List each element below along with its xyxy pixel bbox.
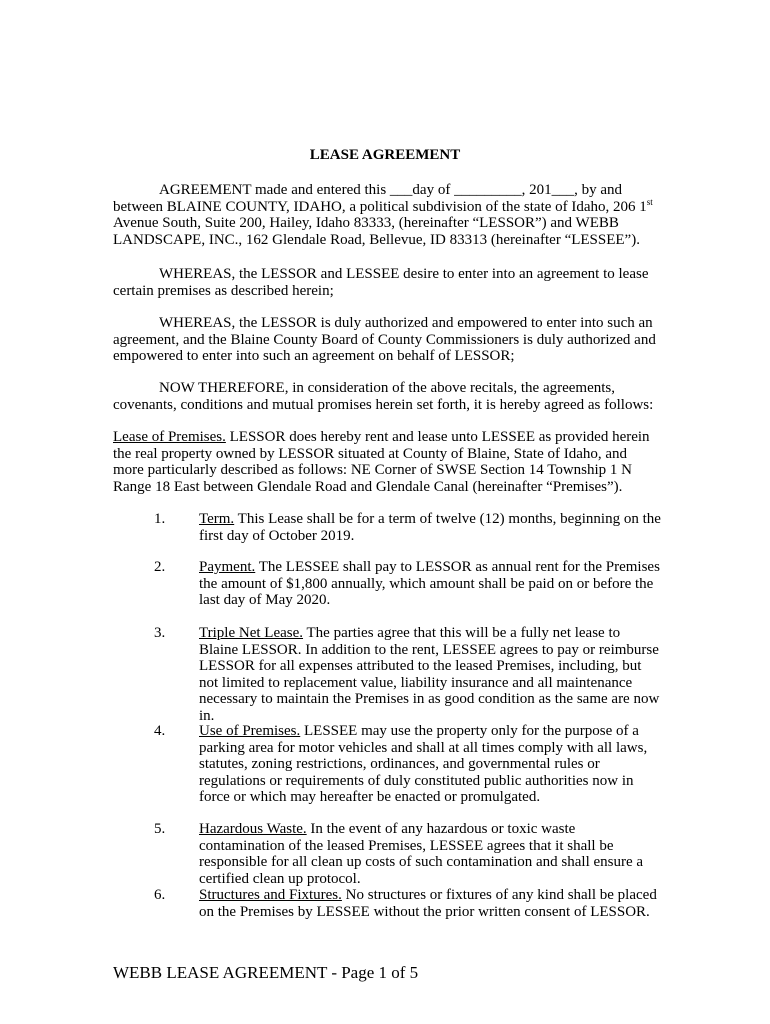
clause-number: 6. — [154, 887, 166, 903]
page-footer: WEBB LEASE AGREEMENT - Page 1 of 5 — [113, 963, 419, 982]
clause-heading: Payment. — [199, 559, 256, 575]
clause-body — [199, 511, 661, 544]
now-therefore-paragraph: NOW THEREFORE, in consideration of the above recitals, the agreements, covenants, conditions and mutual promises herein set forth, it is hereby agreed as follows: — [113, 380, 654, 413]
intro-text-a: AGREEMENT made and entered this ___day of _________, 201___, by and between BLAINE COUNTY, IDAHO, a political subdivision of the state of Idaho, 206 1 — [113, 182, 647, 215]
clause-body — [199, 559, 661, 609]
clause-number: 4. — [154, 723, 166, 739]
clause-heading: Triple Net Lease. — [199, 625, 304, 641]
lease-of-premises-heading: Lease of Premises. — [113, 429, 226, 445]
clause-text: In the event of any hazardous or toxic waste contamination of the leased Premises, LESSEE agrees that it shall be responsible for all clean up costs of such contamination and shall ensure a certified clean up protocol. — [199, 821, 644, 887]
whereas-paragraph-1: WHEREAS, the LESSOR and LESSEE desire to enter into an agreement to lease certain premises as described herein; — [113, 266, 649, 299]
whereas-paragraph-2: WHEREAS, the LESSOR is duly authorized and empowered to enter into such an agreement, and the Blaine County Board of County Commissioners is duly authorized and empowered to enter into such an agreement on behalf of LESSOR; — [113, 315, 656, 364]
intro-paragraph — [113, 182, 661, 248]
intro-superscript: st — [646, 196, 653, 207]
clause-text: LESSEE may use the property only for the purpose of a parking area for motor vehicles and shall at all times comply with all laws, statutes, zoning restrictions, ordinances, and governmental rules or regulations or requirements of duly constituted public authorities now in force or which may hereafter be enacted or promulgated. — [199, 723, 648, 805]
clause-heading: Term. — [199, 511, 235, 527]
clause-text: The LESSEE shall pay to LESSOR as annual rent for the Premises the amount of $1,800 annually, which amount shall be paid on or before the last day of May 2020. — [199, 559, 660, 608]
clause-body — [199, 723, 661, 806]
clause-text: No structures or fixtures of any kind shall be placed on the Premises by LESSEE without the prior written consent of LESSOR. — [199, 887, 657, 920]
clause-body — [199, 625, 661, 724]
clause-number: 3. — [154, 625, 166, 641]
clause-number: 5. — [154, 821, 166, 837]
lease-of-premises-text: LESSOR does hereby rent and lease unto LESSEE as provided herein the real property owned by LESSOR situated at County of Blaine, State of Idaho, and more particularly described as follows: NE Corner of SWSE Section 14 Township 1 N Range 18 East between Glendale Road and Glendale Canal (hereinafter “Premises”). — [113, 429, 650, 495]
clause-number: 2. — [154, 559, 166, 575]
clause-text: The parties agree that this will be a fully net lease to Blaine LESSOR. In addition to the rent, LESSEE agrees to pay or reimburse LESSOR for all expenses attributed to the leased Premises, including, but not limited to replacement value, liability insurance and all maintenance necessary to maintain the Premises in as good condition as the same are now in. — [199, 625, 660, 724]
clause-text: This Lease shall be for a term of twelve (12) months, beginning on the first day of October 2019. — [199, 511, 661, 544]
clause-heading: Hazardous Waste. — [199, 821, 307, 837]
clause-body — [199, 887, 661, 920]
document-title: LEASE AGREEMENT — [309, 147, 461, 163]
clause-heading: Use of Premises. — [199, 723, 301, 739]
clause-body — [199, 821, 661, 887]
lease-of-premises-paragraph — [113, 429, 661, 495]
clause-number: 1. — [154, 511, 166, 527]
clause-heading: Structures and Fixtures. — [199, 887, 342, 903]
intro-text-b: Avenue South, Suite 200, Hailey, Idaho 83333, (hereinafter “LESSOR”) and WEBB LANDSCAPE, INC., 162 Glendale Road, Bellevue, ID 83313 (hereinafter “LESSEE”). — [113, 215, 640, 248]
